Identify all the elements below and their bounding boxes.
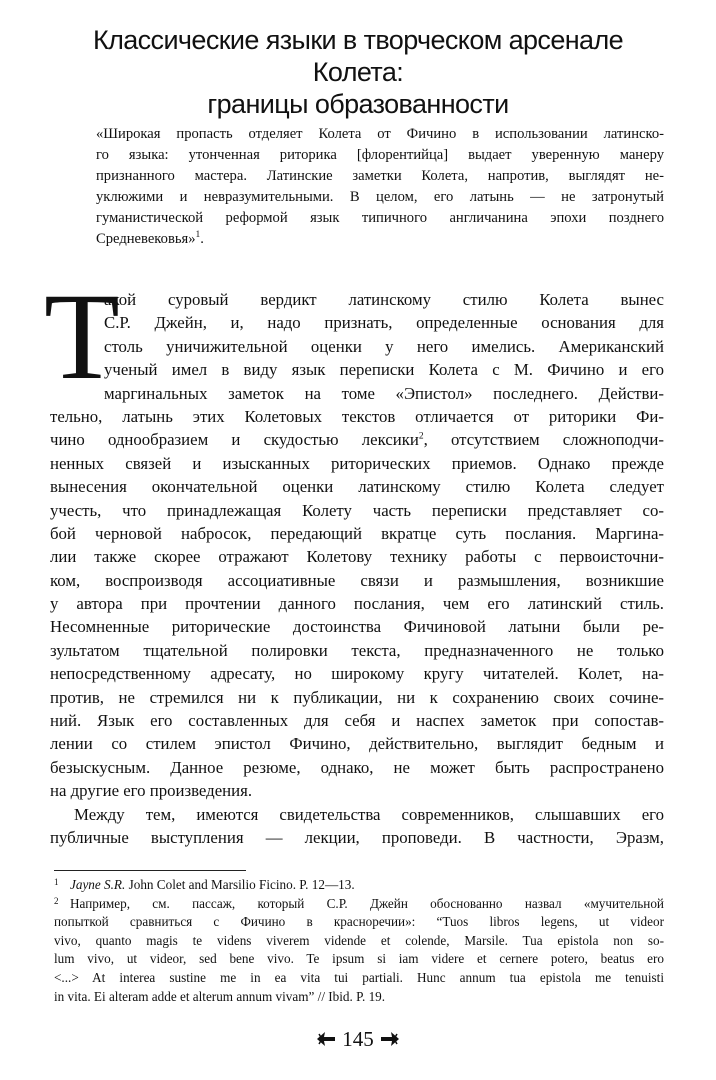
footnotes [54,876,664,1006]
body-line: учесть, что принадлежащая Колету часть переписки представляет со- [50,500,664,520]
footnote-separator [54,870,246,871]
footnote-line: vivo, quanto magis te videns viverem vidende et colende, Marsile. Tua epistola non so- [54,932,664,948]
body-line: на другие его произведения. [50,781,253,801]
epigraph-line-last [96,229,664,250]
body-line: публичные выступления — лекции, проповеди. В частности, Эразм, [50,827,664,847]
chapter-title-line-1: Классические языки в творческом арсенале Колета: [92,25,624,87]
body-line: ученый имел в виду язык переписки Колета с М. Фичино и его [104,360,664,380]
page-number-block [0,1026,716,1054]
body-line: непосредственному адресату, но широкому кругу читателей. Колет, на- [50,664,664,684]
body-line: вынесения окончательной оценки латинскому стилю Колета следует [50,477,664,497]
footnote-line: in vita. Ei alteram adde et alterum annum vivam” // Ibid. P. 19. [54,988,386,1004]
body-line: лении со стилем эпистол Фичино, действительно, выглядит бедным и [50,734,664,754]
chapter-title-line-2: границы образованности [207,89,509,119]
footnote-2 [54,895,664,1007]
body-line: маргинальных заметок на томе «Эпистол» последнего. Действи- [104,383,664,403]
body-line: Несомненные риторические достоинства Фичиновой латыни были ре- [50,617,664,637]
right-ornament-icon [379,1028,401,1054]
footnote-ref-2[interactable]: 2 [418,431,424,442]
body-line: против, не стремился ни к публикации, ни к сохранению своих сочине- [50,687,664,707]
drop-cap-letter: Т [44,268,120,405]
footnote-number: 1 [54,877,59,887]
footnote-line [54,876,664,895]
body-line: чино однообразием и скудостью лексики [50,430,419,450]
footnote-1 [54,876,664,895]
footnote-line: Например, см. пассаж, который С.Р. Джейн обоснованно назвал «мучительной [70,895,664,911]
epigraph-line: Средневековья» [96,231,196,247]
body-line: тельно, латынь этих Колетовых текстов отличается от риторики Фи- [50,406,664,426]
body-line-paragraph-start: Между тем, имеются свидетельства современников, слышавших его [74,804,664,824]
footnote-line: <...> At interea sustine me in ea vita tui partiali. Hunc annum tua epistola me tenuisti [54,969,664,985]
body-line: С.Р. Джейн, и, надо признать, определенные основания для [104,313,664,333]
epigraph-line: го языка: утонченная риторика [флорентийца] выдает уверенную манеру [96,147,664,163]
footnote-line: попыткой сравниться с Фичино в красноречии»: “Tuos libros legens, ut videor [54,914,664,930]
left-ornament-icon [315,1028,337,1054]
body-line: ненных связей и изысканных риторических приемов. Однако прежде [50,453,664,473]
main-body-text [50,288,664,849]
body-line-tail: , отсутствием сложноподчи- [423,430,664,450]
footnote-ref-1[interactable]: 1 [195,230,201,241]
body-line: акой суровый вердикт латинскому стилю Колета вынес [104,290,664,309]
epigraph-end-punct: . [200,231,204,247]
body-line: безыскусным. Данное резюме, однако, не может быть распространено [50,757,664,777]
body-line: ком, воспроизводя ассоциативные связи и размышления, возникшие [50,570,664,590]
footnote-author: Jayne S.R. [70,877,126,892]
page-number: 145 [342,1027,374,1051]
body-line-with-note [50,428,664,451]
body-line: столь уничижительной оценки у него имелись. Американский [104,336,664,356]
epigraph-quote [96,124,664,250]
body-line: зультатом тщательной полировки текста, предназначенного не только [50,640,664,660]
footnote-number: 2 [54,895,59,906]
footnote-line: lum vivo, ut videor, sed bene vivo. Te ipsum si iam videre et cernere potero, beatus ero [54,951,664,967]
epigraph-line: уклюжими и невразумительными. В целом, его латынь — не затронутый [96,189,664,205]
body-line: ний. Язык его составленных для себя и наспех заметок при сопостав- [50,711,664,731]
epigraph-line: признанного мастера. Латинские заметки Колета, напротив, выглядят не- [96,168,664,184]
chapter-title [60,24,656,120]
body-line: у автора при прочтении данного послания, чем его латинский стиль. [50,594,664,614]
epigraph-line: гуманистической реформой язык типичного англичанина эпохи позднего [96,210,664,226]
footnote-text: John Colet and Marsilio Ficino. P. 12—13. [125,877,355,892]
epigraph-line: «Широкая пропасть отделяет Колета от Фичино в использовании латинско- [96,126,664,142]
body-line: бой черновой набросок, передающий вкратце суть послания. Маргина- [50,523,664,543]
body-line: лии также скорее отражают Колетову технику работы с первоисточни- [50,547,664,567]
